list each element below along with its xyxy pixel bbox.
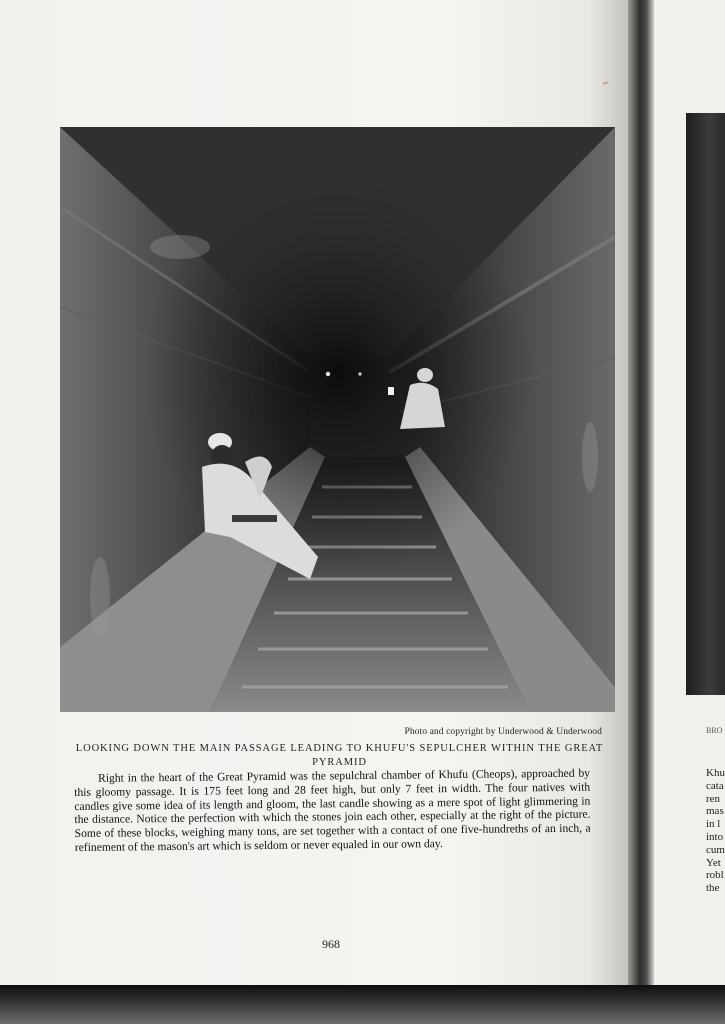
right-text-line: the [706, 882, 720, 895]
book-gutter [628, 0, 654, 985]
right-page-photo [686, 113, 725, 695]
right-text-line: Yet [706, 856, 721, 869]
right-text-line: cata [706, 779, 724, 792]
right-text-line: cum [706, 843, 725, 856]
right-text-line: ren [706, 792, 721, 805]
pyramid-passage-photo [60, 127, 615, 712]
photo-credit: Photo and copyright by Underwood & Underwood [404, 727, 602, 737]
right-text-column [706, 767, 725, 895]
right-text-line: in l [706, 818, 721, 831]
caption-body: Right in the heart of the Great Pyramid was the sepulchral chamber of Khufu (Cheops), approached by this gloomy passage. It is 175 feet long and 28 feet high, but only 7 feet in width. The four natives with candles give some idea of its length and gloom, the last candle showing as a mere spot of light glimmering in the distance. Notice the perfection with which the stones join each other, especially at the right of the picture. Some of these blocks, weighing many tons, are set together with a contact of one five-hundreths of an inch, a refinement of the mason's art which is seldom or never equaled in our own day. [74, 766, 591, 854]
scanner-edge [0, 985, 725, 1024]
right-text-line: Khu [706, 767, 725, 779]
right-caption-fragment: BRO [706, 726, 723, 735]
right-text-line: robl [706, 869, 724, 882]
caption-title: LOOKING DOWN THE MAIN PASSAGE LEADING TO KHUFU'S SEPULCHER WITHIN THE GREAT PYRAMID [75, 743, 604, 768]
right-text-line: into [706, 830, 724, 843]
right-text-line: mas [706, 805, 724, 818]
page-number: 968 [322, 937, 340, 951]
